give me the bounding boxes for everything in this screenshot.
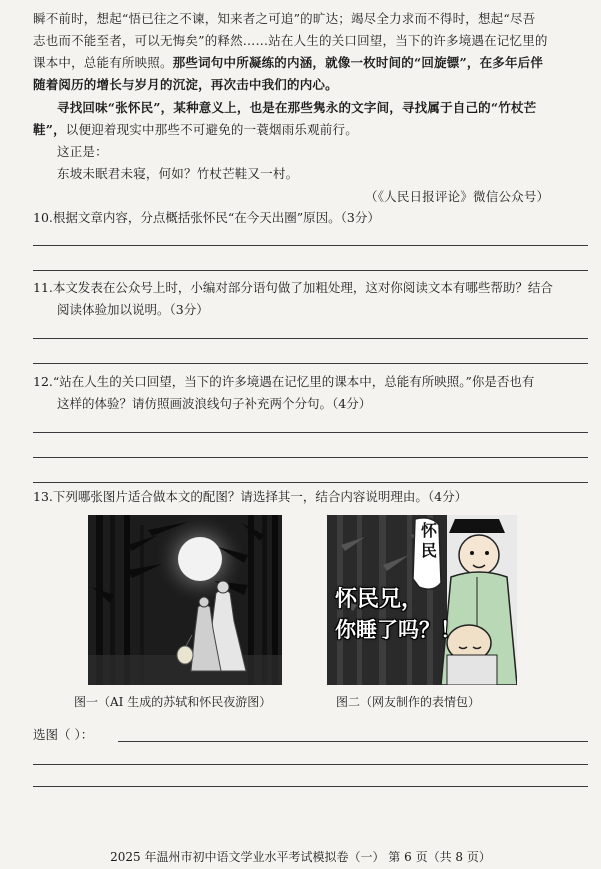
passage-line-6: [33, 121, 358, 139]
passage-line-1: 瞬不前时，想起“悟已往之不谏，知来者之可追”的旷达；竭尽全力求而不得时，想起“尽吾: [33, 11, 536, 26]
hat-shape: [449, 519, 505, 533]
passage-line-5-bold: 寻找回味“张怀民”，某种意义上，也是在那些隽永的文字间，寻找属于自己的“竹杖芒: [57, 100, 537, 115]
answer-line-q10-2[interactable]: [33, 270, 588, 271]
passage-line-6-bold: 鞋”，: [33, 122, 66, 137]
lantern-shape: [177, 646, 193, 664]
answer-line-q13-2[interactable]: [33, 764, 588, 765]
figure-2-side-text: 怀民: [421, 521, 438, 560]
figure-2-text-line-2: 你睡了吗？！: [335, 618, 461, 642]
answer-line-q12-3[interactable]: [33, 482, 588, 483]
answer-select-label: 选图（ ）：: [33, 727, 94, 742]
question-10: 10.根据文章内容，分点概括张怀民“在今天出圈”原因。（3分）: [33, 210, 380, 225]
question-11-line-2: 阅读体验加以说明。（3分）: [57, 302, 209, 317]
face-shape: [459, 535, 499, 575]
figure-1-image: [88, 515, 282, 685]
passage-line-3-normal: 课本中，总能有所映照。: [33, 55, 173, 70]
passage-line-3-bold: 那些词句中所凝练的内涵，就像一枚时间的“回旋镖”，在多年后伴: [172, 55, 544, 70]
passage-line-3: [33, 54, 543, 72]
figure-2-text-line-1: 怀民兄，: [335, 587, 424, 612]
answer-line-q11-2[interactable]: [33, 363, 588, 364]
passage-line-7: 这正是：: [57, 144, 108, 159]
passage-line-6-normal: 以便迎着现实中那些不可避免的一蓑烟雨乐观前行。: [65, 122, 358, 137]
figure-1-caption: 图一（AI 生成的苏轼和怀民夜游图）: [74, 695, 272, 709]
question-13: 13.下列哪张图片适合做本文的配图？请选择其一，结合内容说明理由。（4分）: [33, 489, 468, 504]
figure-2-caption: 图二（网友制作的表情包）: [336, 695, 481, 709]
passage-line-2: 志也而不能至者，可以无悔矣”的释然……站在人生的关口回望，当下的许多境遇在记忆里的: [33, 33, 548, 48]
passage-line-8: 东坡未眠君未寝，何如？竹杖芒鞋又一村。: [57, 166, 299, 181]
figure-2-image: [327, 515, 517, 685]
question-12-line-1: 12.“站在人生的关口回望，当下的许多境遇在记忆里的课本中，总能有所映照。”你是否也有: [33, 374, 535, 389]
answer-line-q11-1[interactable]: [33, 338, 588, 339]
answer-line-q13-1[interactable]: [118, 741, 588, 742]
moon-shape: [178, 537, 222, 581]
question-11-line-1: 11.本文发表在公众号上时，小编对部分语句做了加粗处理，这对你阅读文本有哪些帮助？结合: [33, 280, 553, 295]
passage-line-4-bold: 随着阅历的增长与岁月的沉淀，再次击中我们的内心。: [33, 77, 338, 92]
answer-line-q13-3[interactable]: [33, 786, 588, 787]
answer-line-q12-1[interactable]: [33, 432, 588, 433]
passage-source: （《人民日报评论》微信公众号）: [365, 189, 550, 204]
answer-line-q12-2[interactable]: [33, 457, 588, 458]
question-12-line-2: 这样的体验？请仿照画波浪线句子补充两个分句。（4分）: [57, 396, 372, 411]
page-footer: 2025 年温州市初中语文学业水平考试模拟卷（一） 第 6 页（共 8 页）: [110, 850, 491, 864]
figure-1-svg: [88, 515, 282, 685]
answer-line-q10-1[interactable]: [33, 245, 588, 246]
